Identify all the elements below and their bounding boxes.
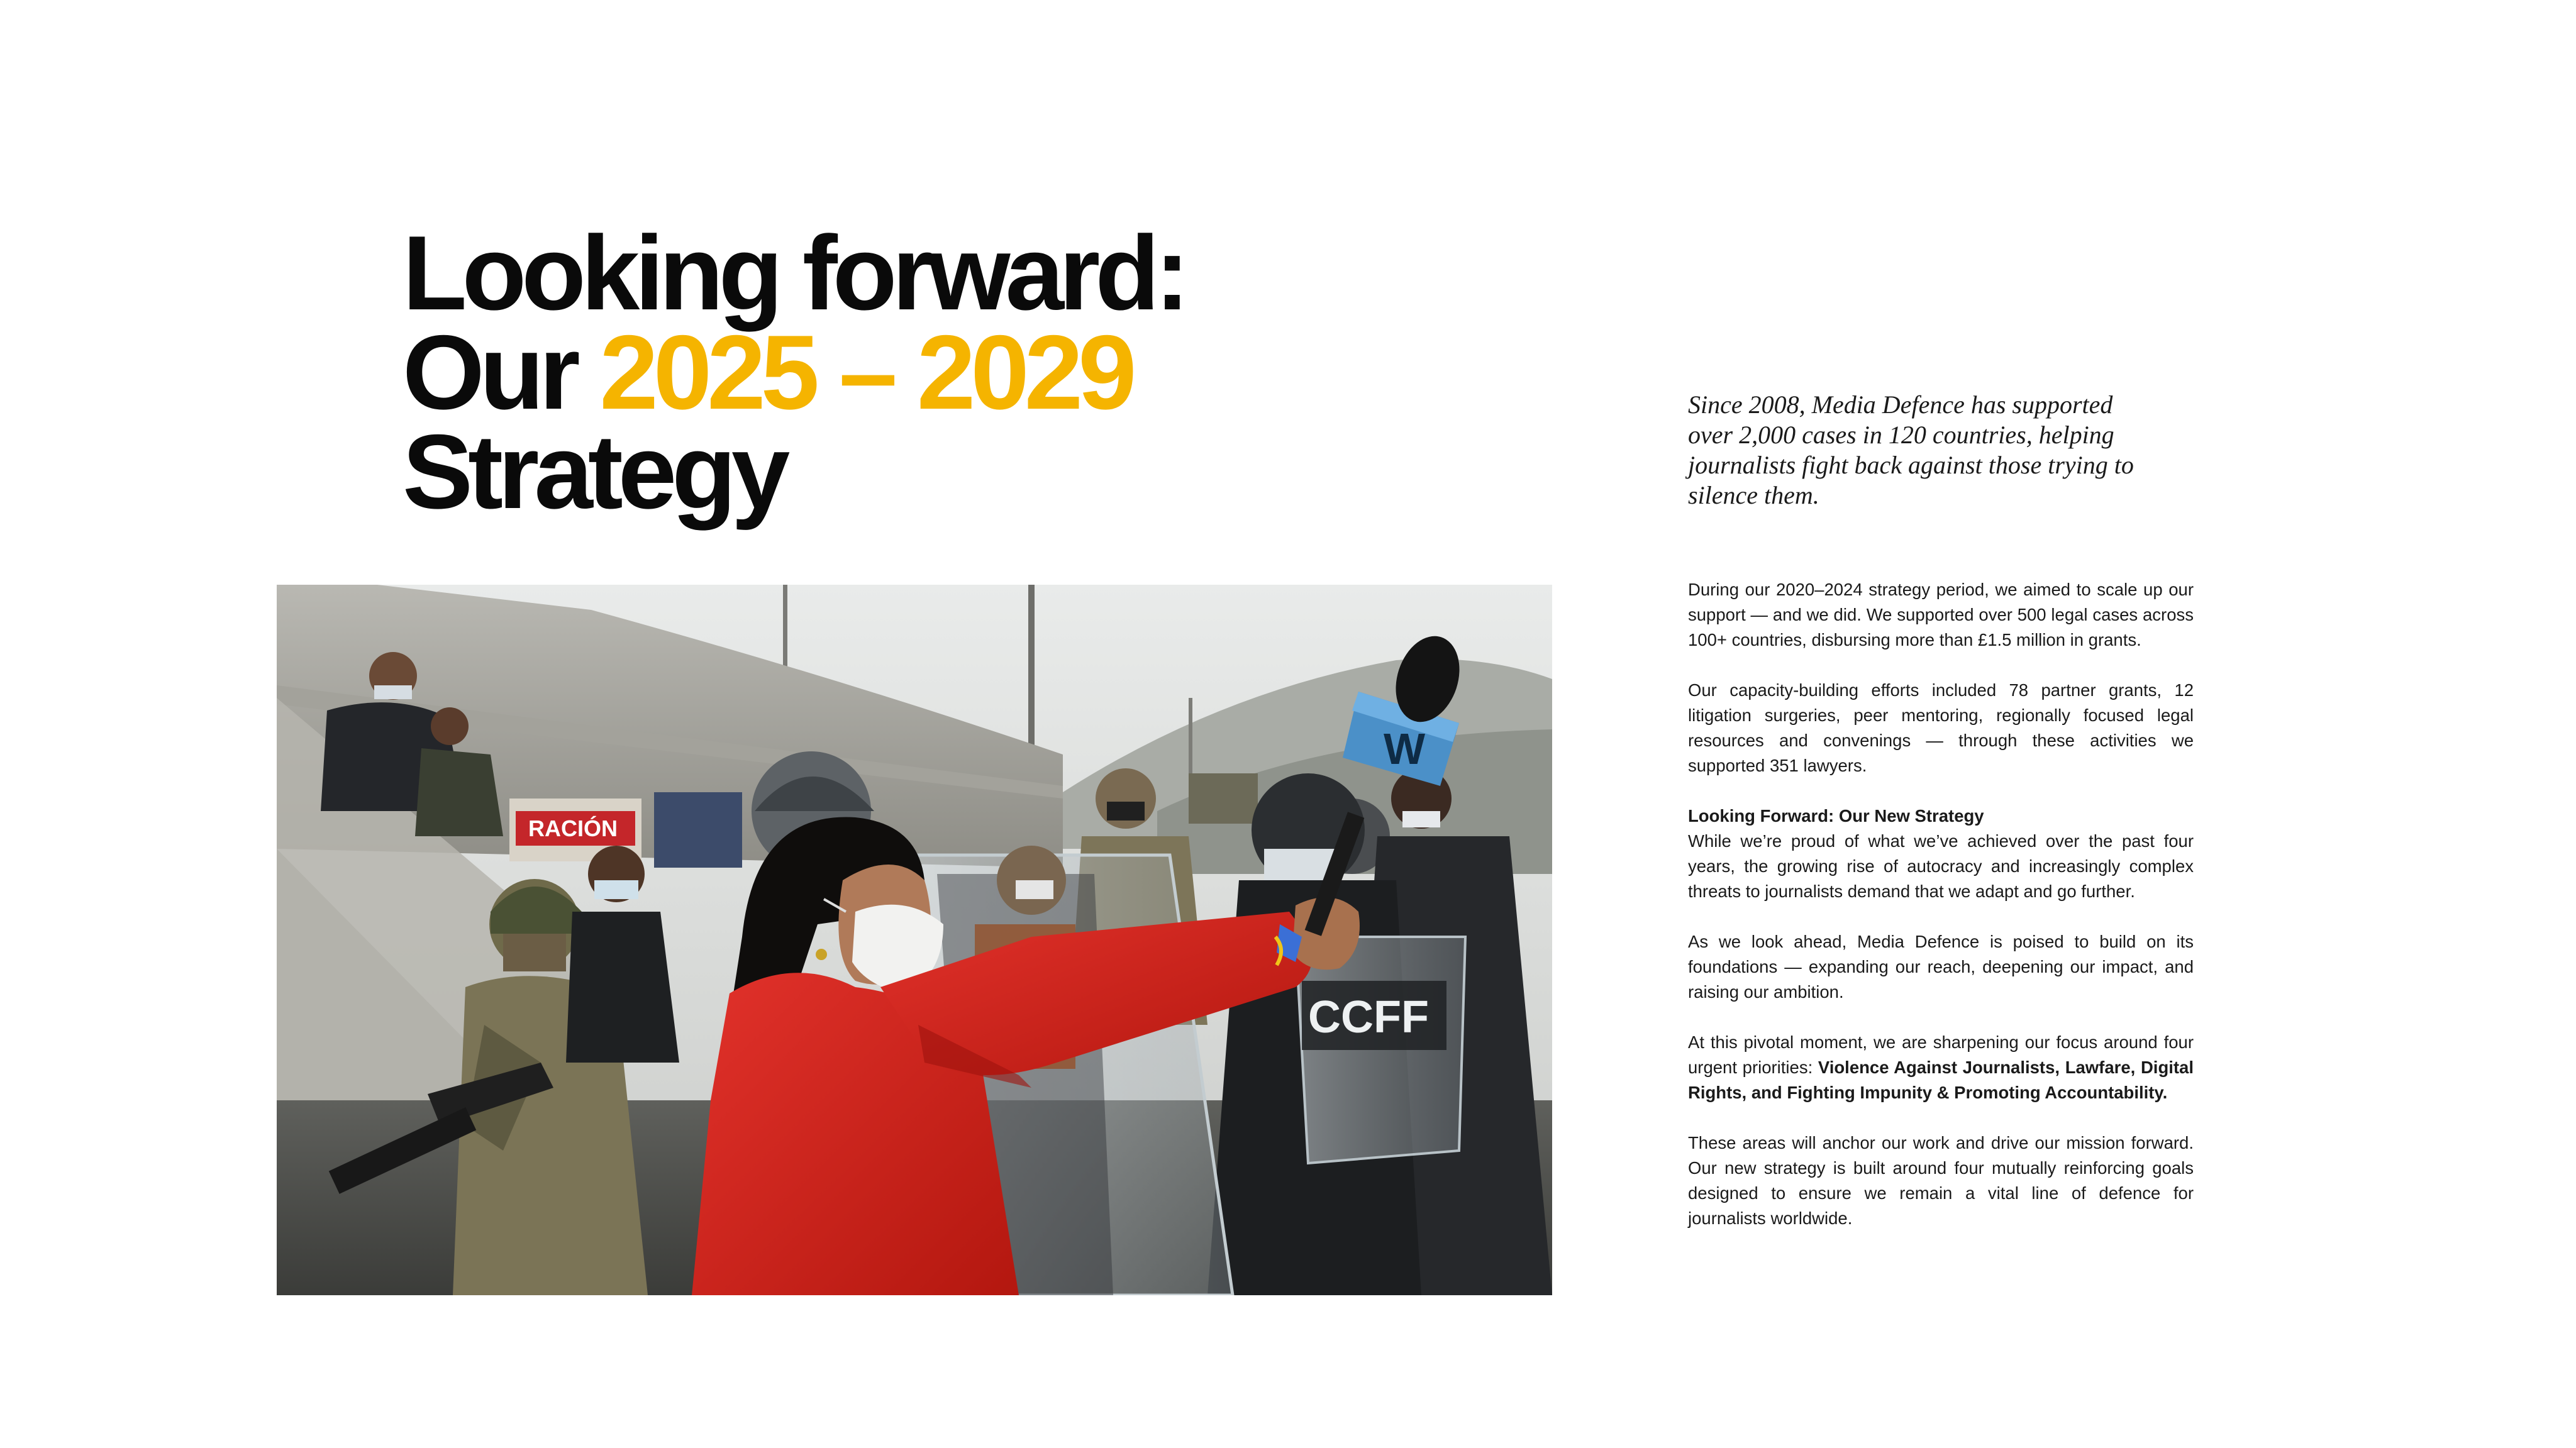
title-years: 2025 – 2029 bbox=[599, 313, 1132, 431]
banner-text: RACIÓN bbox=[528, 815, 618, 841]
paragraph-looking-ahead: As we look ahead, Media Defence is poised to build on its foundations — expanding our reach, deepening our impact, and raising our ambition. bbox=[1688, 932, 2194, 1002]
paragraph-priorities bbox=[1688, 1030, 2194, 1105]
intro-quote: Since 2008, Media Defence has supported over 2,000 cases in 120 countries, helping journalists fight back against those trying to silence them. bbox=[1688, 390, 2134, 509]
page-title bbox=[402, 214, 1185, 531]
mic-flag-text: W bbox=[1384, 724, 1426, 773]
section-new-strategy bbox=[1688, 804, 2194, 904]
priorities-intro: At this pivotal moment, we are sharpening our focus around four urgent priorities: bbox=[1688, 1032, 2194, 1077]
shield-sign-text: CCFF bbox=[1308, 992, 1429, 1042]
paragraph-adapt-further: While we’re proud of what we’ve achieved over the past four years, the growing rise of autocracy and increasingly complex threats to journalists demand that we adapt and go further. bbox=[1688, 831, 2194, 901]
hero-photo bbox=[277, 585, 1552, 1295]
title-line-2 bbox=[402, 313, 1185, 431]
paragraph-capacity-building: Our capacity-building efforts included 78 partner grants, 12 litigation surgeries, peer mentoring, regionally focused legal resources and convenings — through these activities we supported 351 lawyers. bbox=[1688, 680, 2194, 775]
title-line-2-prefix: Our bbox=[402, 313, 600, 431]
body-text bbox=[1688, 577, 2194, 1256]
title-line-3: Strategy bbox=[402, 412, 786, 531]
paragraph-strategy-period: During our 2020–2024 strategy period, we aimed to scale up our support — and we did. We supported over 500 legal cases across 100+ countries, disbursing more than £1.5 million in grants. bbox=[1688, 580, 2194, 649]
journalist-protest-photo bbox=[277, 585, 1552, 1295]
priorities-list: Violence Against Journalists, Lawfare, Digital Rights, and Fighting Impunity & Promoting Accountability. bbox=[1688, 1058, 2194, 1102]
section-subheading: Looking Forward: Our New Strategy bbox=[1688, 806, 1984, 826]
paragraph-mission: These areas will anchor our work and drive our mission forward. Our new strategy is built around four mutually reinforcing goals designed to ensure we remain a vital line of defence for journalists worldwide. bbox=[1688, 1133, 2194, 1228]
title-line-1: Looking forward: bbox=[402, 214, 1185, 332]
